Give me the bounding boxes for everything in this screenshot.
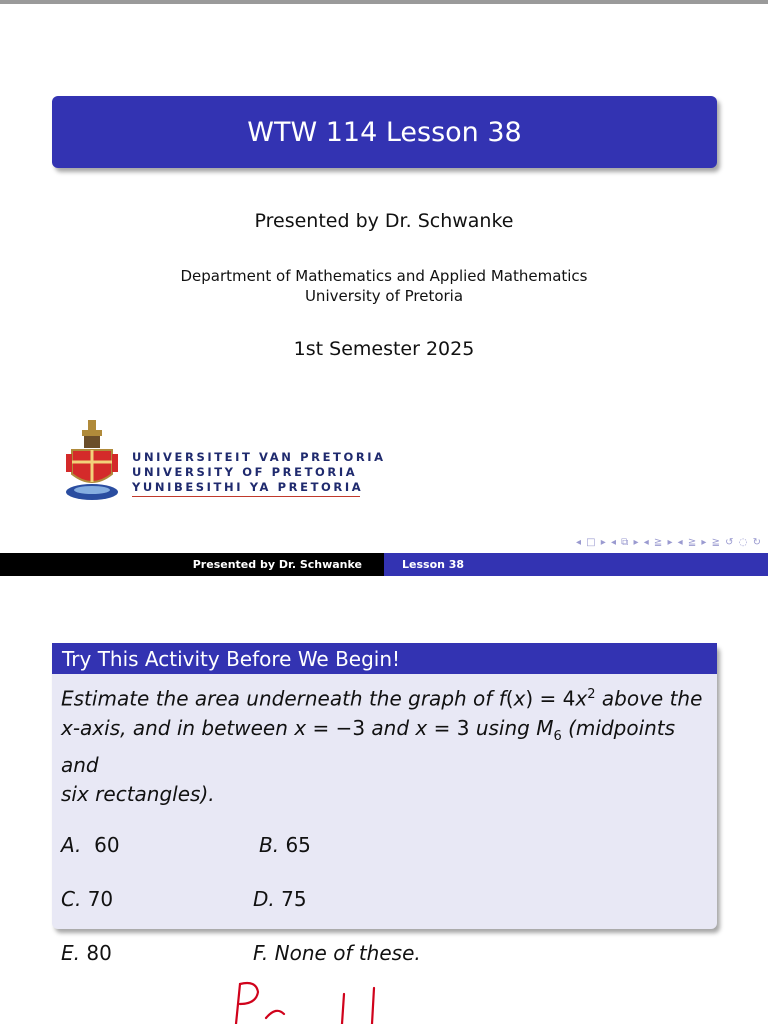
prompt-eq: = −3 bbox=[306, 715, 372, 740]
prompt-text: using bbox=[475, 715, 537, 740]
choice-letter: F. bbox=[253, 940, 269, 965]
choice-f[interactable] bbox=[253, 939, 421, 968]
prompt-exponent: 2 bbox=[587, 687, 596, 702]
footer-lesson: Lesson 38 bbox=[384, 553, 768, 576]
prompt-text: and bbox=[371, 715, 416, 740]
prompt-subscript: 6 bbox=[553, 728, 562, 744]
choice-letter: E. bbox=[61, 940, 80, 965]
choice-letter: B. bbox=[259, 832, 280, 857]
slide-footer bbox=[0, 553, 768, 576]
semester-date: 1st Semester 2025 bbox=[293, 338, 475, 360]
prompt-func: f bbox=[498, 686, 506, 711]
prompt-var: x bbox=[575, 686, 588, 711]
choice-value: None of these. bbox=[274, 940, 421, 965]
wordmark-line-sepedi: YUNIBESITHI YA PRETORIA bbox=[132, 480, 364, 494]
prompt-eq: = 3 bbox=[427, 715, 476, 740]
prompt-var: x bbox=[415, 715, 428, 740]
prompt-text: Estimate the area underneath the graph of bbox=[61, 686, 499, 711]
prompt-text: x-axis, and in between bbox=[61, 715, 295, 740]
beamer-navigation-icons[interactable]: ◂ □ ▸ ◂ ⧉ ▸ ◂ ≧ ▸ ◂ ≧ ▸ ≧ ↺ ◌ ↻ bbox=[575, 537, 762, 548]
prompt-var: x bbox=[513, 686, 526, 711]
block-title: Try This Activity Before We Begin! bbox=[52, 643, 717, 674]
wordmark-line-afrikaans: UNIVERSITEIT VAN PRETORIA bbox=[132, 450, 386, 464]
choice-letter: A. bbox=[61, 832, 82, 857]
choice-value: 75 bbox=[281, 886, 307, 911]
university-logo bbox=[58, 416, 386, 502]
title-slide bbox=[0, 4, 768, 554]
choice-value: 65 bbox=[285, 832, 311, 857]
choice-letter: C. bbox=[61, 886, 82, 911]
block-body bbox=[52, 674, 717, 965]
choice-a[interactable] bbox=[61, 831, 120, 860]
choice-value: 70 bbox=[87, 886, 114, 911]
choice-letter: D. bbox=[253, 886, 275, 911]
prompt-var: M bbox=[536, 715, 554, 740]
institution bbox=[0, 266, 768, 306]
prompt-text: (midpoints and bbox=[61, 715, 676, 777]
prompt-text: six rectangles). bbox=[61, 781, 215, 806]
choice-d[interactable] bbox=[253, 885, 307, 914]
wordmark-line-english: UNIVERSITY OF PRETORIA bbox=[132, 465, 358, 479]
presenter-name: Presented by Dr. Schwanke bbox=[254, 210, 514, 232]
crest-icon bbox=[62, 418, 122, 502]
handwritten-annotation bbox=[226, 978, 386, 1024]
choice-b[interactable] bbox=[259, 831, 311, 860]
choice-e[interactable] bbox=[61, 939, 112, 968]
slide-title: WTW 114 Lesson 38 bbox=[52, 96, 717, 168]
prompt-text: above the bbox=[595, 686, 703, 711]
department-name: Department of Mathematics and Applied Mathematics bbox=[180, 267, 588, 285]
prompt-paren: ( bbox=[505, 686, 514, 711]
university-name: University of Pretoria bbox=[304, 287, 464, 305]
footer-author: Presented by Dr. Schwanke bbox=[0, 553, 384, 576]
question-prompt bbox=[61, 680, 709, 809]
choice-value: 80 bbox=[86, 940, 112, 965]
choice-value: 60 bbox=[94, 832, 120, 857]
wordmark-underline bbox=[132, 496, 360, 497]
activity-block bbox=[52, 643, 717, 965]
university-wordmark bbox=[132, 450, 386, 495]
prompt-eq: = 4 bbox=[533, 686, 576, 711]
choice-c[interactable] bbox=[61, 885, 113, 914]
prompt-var: x bbox=[294, 715, 307, 740]
prompt-paren: ) bbox=[525, 686, 534, 711]
